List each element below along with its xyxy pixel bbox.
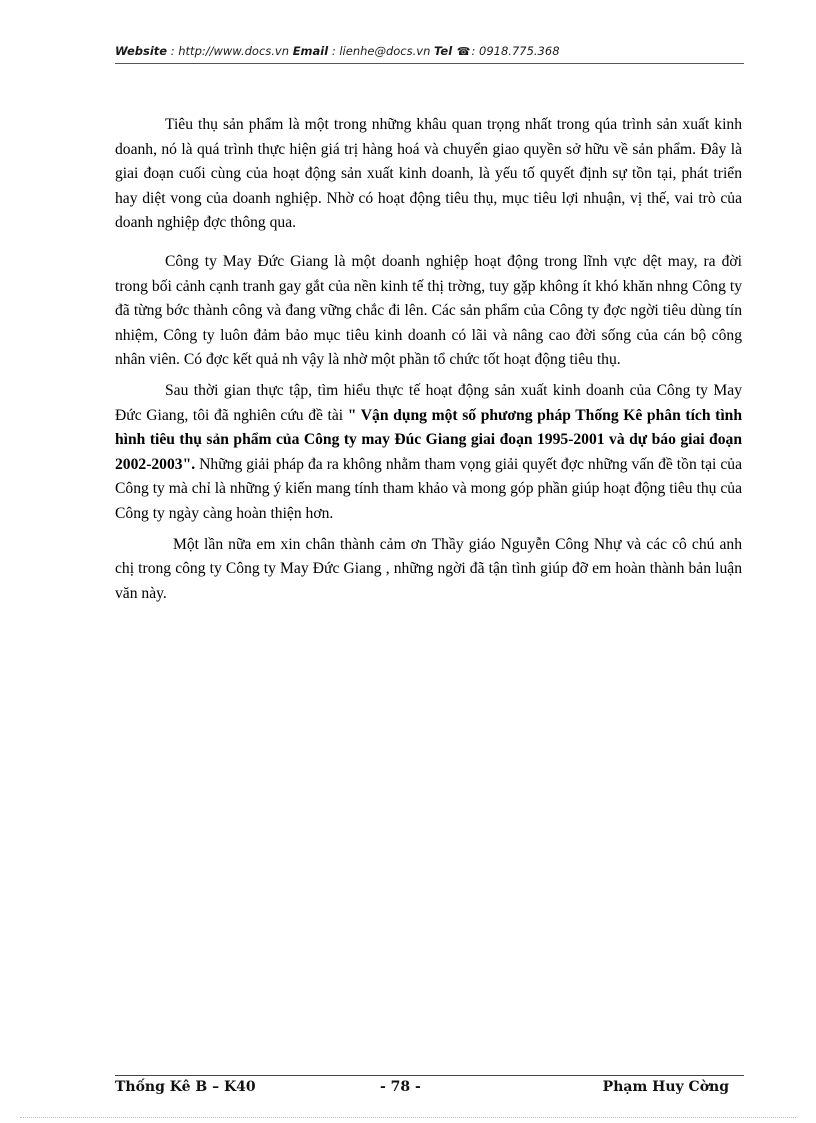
paragraph-3 <box>115 379 742 527</box>
page-footer <box>115 1079 744 1099</box>
page-bottom-border <box>20 1117 796 1118</box>
phone-icon: ☎ <box>456 45 471 58</box>
paragraph-1: Tiêu thụ sản phẩm là một trong những khâu quan trọng nhất trong qúa trình sản xuất kinh doanh, nó là quá trình thực hiện giá trị hàng hoá và chuyển giao quyền sở hữu về sản phẩm. Đây là giai đoạn cuối cùng của hoạt động sản xuất kinh doanh, là yếu tố quyết định sự tồn tại, phát triển hay diệt vong của doanh nghiệp. Nhờ có hoạt động tiêu thụ, mục tiêu lợi nhuận, vị thế, vai trò của doanh nghiệp đợc thông qua. <box>115 116 742 232</box>
paragraph-2: Công ty May Đức Giang là một doanh nghiệp hoạt động trong lĩnh vực dệt may, ra đời trong bối cảnh cạnh tranh gay gắt của nền kinh tế thị trờng, tuy gặp không ít khó khăn nhng Công ty đã từng bớc thành công và đang vững chắc đi lên. Các sản phẩm của Công ty đợc ngời tiêu dùng tín nhiệm, Công ty luôn đảm bảo mục tiêu kinh doanh có lãi và nâng cao đời sống của cán bộ công nhân viên. Có đợc kết quả nh vậy là nhờ một phần tổ chức tốt hoạt động tiêu thụ. <box>115 252 742 369</box>
website-label: Website <box>115 44 168 58</box>
document-body <box>115 113 742 606</box>
footer-author: Phạm Huy Cờng <box>602 1079 729 1095</box>
tel-label: Tel <box>434 44 453 58</box>
tel-value: : 0918.775.368 <box>471 44 560 58</box>
website-value[interactable]: : http://www.docs.vn <box>167 44 293 58</box>
paragraph-spacer <box>115 236 742 250</box>
paragraph-4: Một lần nữa em xin chân thành cảm ơn Thầy giáo Nguyễn Công Nhự và các cô chú anh chị trong công ty Công ty May Đức Giang , những ngời đã tận tình giúp đỡ em hoàn thành bản luận văn này. <box>115 535 742 602</box>
page-number: - 78 - <box>380 1079 421 1095</box>
paragraph-3-rest: Những giải pháp đa ra không nhằm tham vọng giải quyết đợc những vấn đề tồn tại của Công ty mà chỉ là những ý kiến mang tính tham khảo và mong góp phần giúp hoạt động tiêu thụ của Công ty ngày càng hoàn thiện hơn. <box>115 455 742 522</box>
footer-course: Thống Kê B – K40 <box>115 1079 256 1095</box>
paragraph-3-intro: Sau thời gian thực tập, tìm hiểu thực tế hoạt động sản xuất kinh doanh của Công ty May Đức Giang, tôi đã nghiên cứu đề tài <box>115 381 742 424</box>
email-value[interactable]: : lienhe@docs.vn <box>328 44 435 58</box>
email-label: Email <box>292 44 329 58</box>
footer-divider <box>115 1075 744 1076</box>
thesis-title: " Vận dụng một số phương pháp Thống Kê phân tích tình hình tiêu thụ sản phẩm của Công ty may Đúc Giang giai đoạn 1995-2001 và dự báo giai đoạn 2002-2003". <box>115 406 742 473</box>
header-divider <box>115 63 744 64</box>
page-header <box>115 44 744 62</box>
